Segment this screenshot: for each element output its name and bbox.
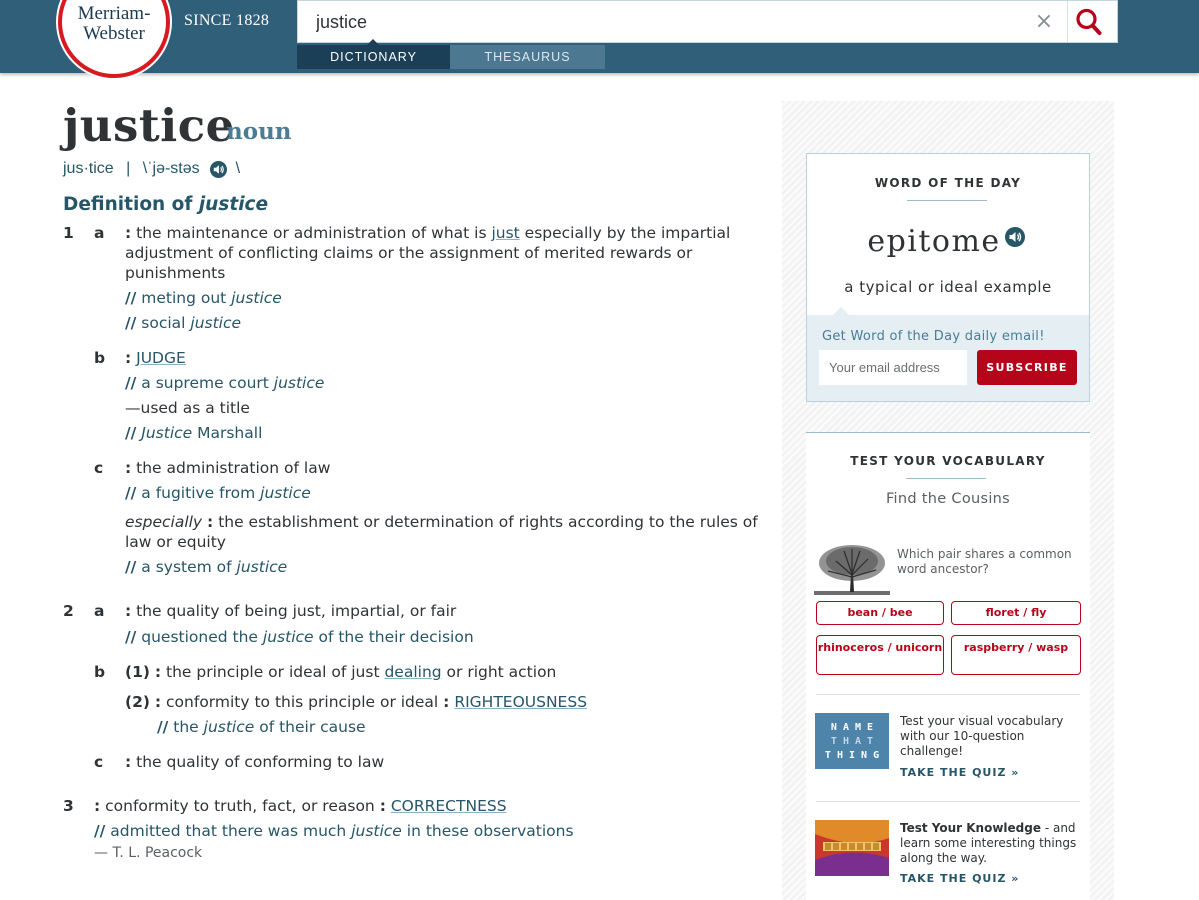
example <box>125 288 763 308</box>
example <box>125 557 763 577</box>
pronunciation <box>63 158 763 180</box>
sub-sense-2 <box>125 692 763 737</box>
take-quiz-link[interactable]: TAKE THE QUIZ » <box>900 766 1020 779</box>
part-of-speech[interactable]: noun <box>226 118 292 145</box>
promo-image-text: T H A T <box>830 736 874 747</box>
cross-ref-link[interactable]: dealing <box>384 663 442 681</box>
speaker-icon[interactable] <box>210 161 227 178</box>
wotd-definition: a typical or ideal example <box>844 278 1052 296</box>
usage-note <box>125 512 763 552</box>
example-text: of the their decision <box>313 628 474 646</box>
sense-letter: a <box>94 224 105 242</box>
syllables: jus·tice <box>63 160 114 177</box>
cross-ref-link[interactable]: RIGHTEOUSNESS <box>454 693 588 711</box>
wotd-divider <box>907 200 987 201</box>
close-icon[interactable]: × <box>1034 9 1054 34</box>
promo-image-text: N A M E <box>830 722 874 733</box>
example-text: the <box>173 718 204 736</box>
definition-text: the maintenance or administration of what is <box>136 224 492 242</box>
example-mark: // <box>94 822 106 840</box>
search-box <box>297 0 1118 43</box>
example-text: questioned the <box>141 628 263 646</box>
example-text: a supreme court <box>141 374 274 392</box>
example-mark: // <box>125 484 137 502</box>
vocab-subtitle: Find the Cousins <box>885 491 1011 507</box>
example-mark: // <box>125 374 137 392</box>
sense-letter: c <box>94 459 104 477</box>
example-mark: // <box>125 314 137 332</box>
def-title-prefix: Definition of <box>63 194 199 215</box>
answer-option[interactable]: floret / fly <box>951 601 1081 625</box>
example-text: admitted that there was much <box>110 822 352 840</box>
example-text: a system of <box>141 558 237 576</box>
example-word: justice <box>262 628 314 646</box>
example <box>157 717 763 737</box>
example-word: justice <box>273 374 325 392</box>
wotd-word-text[interactable]: epitome <box>867 224 1001 259</box>
colon: : <box>379 797 386 815</box>
sense-2a <box>63 601 763 647</box>
definition-text: the quality of conforming to law <box>136 753 385 771</box>
email-field[interactable] <box>819 350 967 385</box>
colon: : <box>125 459 132 477</box>
tab-dictionary[interactable]: DICTIONARY <box>297 45 450 69</box>
logo-line-2: Webster <box>83 23 145 44</box>
example-word: justice <box>203 718 255 736</box>
vocab-divider <box>906 478 986 479</box>
sense-letter: c <box>94 753 104 771</box>
example-text: in these observations <box>401 822 574 840</box>
usage-note: —used as a title <box>125 399 250 417</box>
sense-letter: b <box>94 349 106 367</box>
pron-separator: | <box>126 160 131 177</box>
sense-letter: b <box>94 663 106 681</box>
example-mark: // <box>125 558 137 576</box>
example-word: justice <box>260 484 311 502</box>
dictionary-entry <box>63 100 763 863</box>
pron-close: \ <box>235 160 241 177</box>
site-header <box>0 0 1199 73</box>
name-that-thing-image[interactable] <box>815 713 889 769</box>
answer-option[interactable]: rhinoceros / unicorn <box>816 635 944 675</box>
email-signup-label: Get Word of the Day daily email! <box>822 329 1045 344</box>
merriam-webster-logo[interactable] <box>58 0 170 78</box>
sense-1b <box>63 348 763 443</box>
definition-text: conformity to truth, fact, or reason <box>105 797 375 815</box>
sense-2c <box>63 752 763 772</box>
example-mark: // <box>125 424 137 442</box>
colon: : <box>154 693 162 711</box>
vocab-label: TEST YOUR VOCABULARY <box>850 454 1046 468</box>
tree-icon <box>814 537 890 595</box>
definition-heading <box>63 194 763 215</box>
promo-text: - and learn some interesting things along the way. <box>900 821 1077 865</box>
speaker-icon[interactable] <box>1005 227 1025 247</box>
promo-description <box>900 821 1082 866</box>
sense-number: 1 <box>63 224 74 242</box>
example-word: justice <box>190 314 242 332</box>
definition-text: especially by the impartial adjustment of conflicting claims or the assignment of merited rewards or punishments <box>125 224 731 282</box>
example <box>94 821 763 841</box>
example <box>125 483 763 503</box>
search-divider <box>1067 1 1068 42</box>
sidebar <box>782 101 1114 900</box>
example-word: justice <box>236 558 288 576</box>
wotd-word <box>807 224 1089 259</box>
example-text: meting out <box>141 289 232 307</box>
answer-option[interactable]: bean / bee <box>816 601 944 625</box>
sense-1c <box>63 458 763 577</box>
search-icon[interactable] <box>1074 7 1104 37</box>
promo-title: Test Your Knowledge <box>900 821 1041 835</box>
since-tagline: SINCE 1828 <box>184 12 270 29</box>
example <box>125 313 763 333</box>
example <box>125 373 763 393</box>
def-title-word: justice <box>198 194 269 215</box>
divider <box>816 801 1080 802</box>
example-mark: // <box>125 628 137 646</box>
sense-number: 3 <box>63 797 74 815</box>
subscribe-button[interactable]: SUBSCRIBE <box>977 350 1077 385</box>
colon: : <box>154 663 162 681</box>
sense-letter: a <box>94 602 105 620</box>
colon: : <box>125 349 132 367</box>
example <box>125 423 763 443</box>
promo-description: Test your visual vocabulary with our 10-question challenge! <box>900 714 1064 758</box>
test-knowledge-image[interactable] <box>815 820 889 876</box>
answer-option[interactable]: raspberry / wasp <box>951 635 1081 675</box>
example-word: justice <box>231 289 282 307</box>
search-input[interactable] <box>316 10 1006 34</box>
take-quiz-link[interactable]: TAKE THE QUIZ » <box>900 872 1020 885</box>
test-vocabulary-card <box>806 432 1090 900</box>
divider <box>816 694 1080 695</box>
sense-2b <box>63 662 763 737</box>
headword: justice <box>63 99 235 152</box>
colon: : <box>94 797 101 815</box>
note-label: especially <box>125 513 203 531</box>
example-text: social <box>141 314 191 332</box>
sub-sense-1 <box>125 662 763 682</box>
colon: : <box>125 753 132 771</box>
tab-thesaurus[interactable]: THESAURUS <box>450 45 605 69</box>
sense-1a <box>63 223 763 333</box>
logo-line-1: Merriam- <box>77 3 151 24</box>
definition-text: the establishment or determination of rights according to the rules of law or equity <box>125 513 758 551</box>
wotd-label: WORD OF THE DAY <box>874 176 1022 190</box>
definition-text: the administration of law <box>136 459 331 477</box>
cross-ref-link[interactable]: just <box>491 224 520 242</box>
example-mark: // <box>125 289 137 307</box>
quiz-question: Which pair shares a common word ancestor? <box>897 547 1072 576</box>
example-text: Marshall <box>192 424 263 442</box>
sub-sense-number: (1) <box>125 663 150 681</box>
headword-row <box>63 100 763 152</box>
sense-3 <box>63 796 763 863</box>
cross-ref-link[interactable]: CORRECTNESS <box>390 797 507 815</box>
cross-ref-link[interactable]: JUDGE <box>136 349 186 367</box>
pron-text: \ˈjə-stəs <box>142 160 200 177</box>
example-mark: // <box>157 718 169 736</box>
word-of-the-day-card <box>806 153 1090 402</box>
colon: : <box>443 693 450 711</box>
search-tabs <box>297 45 605 69</box>
promo-image-text: T H I N G <box>824 750 880 761</box>
definition-text: the principle or ideal of just <box>166 663 385 681</box>
definition-text: or right action <box>441 663 557 681</box>
example-text: a fugitive from <box>141 484 261 502</box>
colon: : <box>207 513 214 531</box>
quote-attribution: — T. L. Peacock <box>94 845 203 861</box>
definition-text: conformity to this principle or ideal <box>166 693 439 711</box>
example-word: justice <box>351 822 402 840</box>
definitions <box>63 223 763 863</box>
example-word: Justice <box>141 424 193 442</box>
definition-text: the quality of being just, impartial, or fair <box>136 602 457 620</box>
colon: : <box>125 602 132 620</box>
example <box>125 627 763 647</box>
sense-number: 2 <box>63 602 74 620</box>
sub-sense-number: (2) <box>125 693 150 711</box>
colon: : <box>125 224 132 242</box>
logo-text <box>66 4 162 44</box>
wotd-email-signup <box>807 315 1089 401</box>
example-text: of their cause <box>254 718 366 736</box>
